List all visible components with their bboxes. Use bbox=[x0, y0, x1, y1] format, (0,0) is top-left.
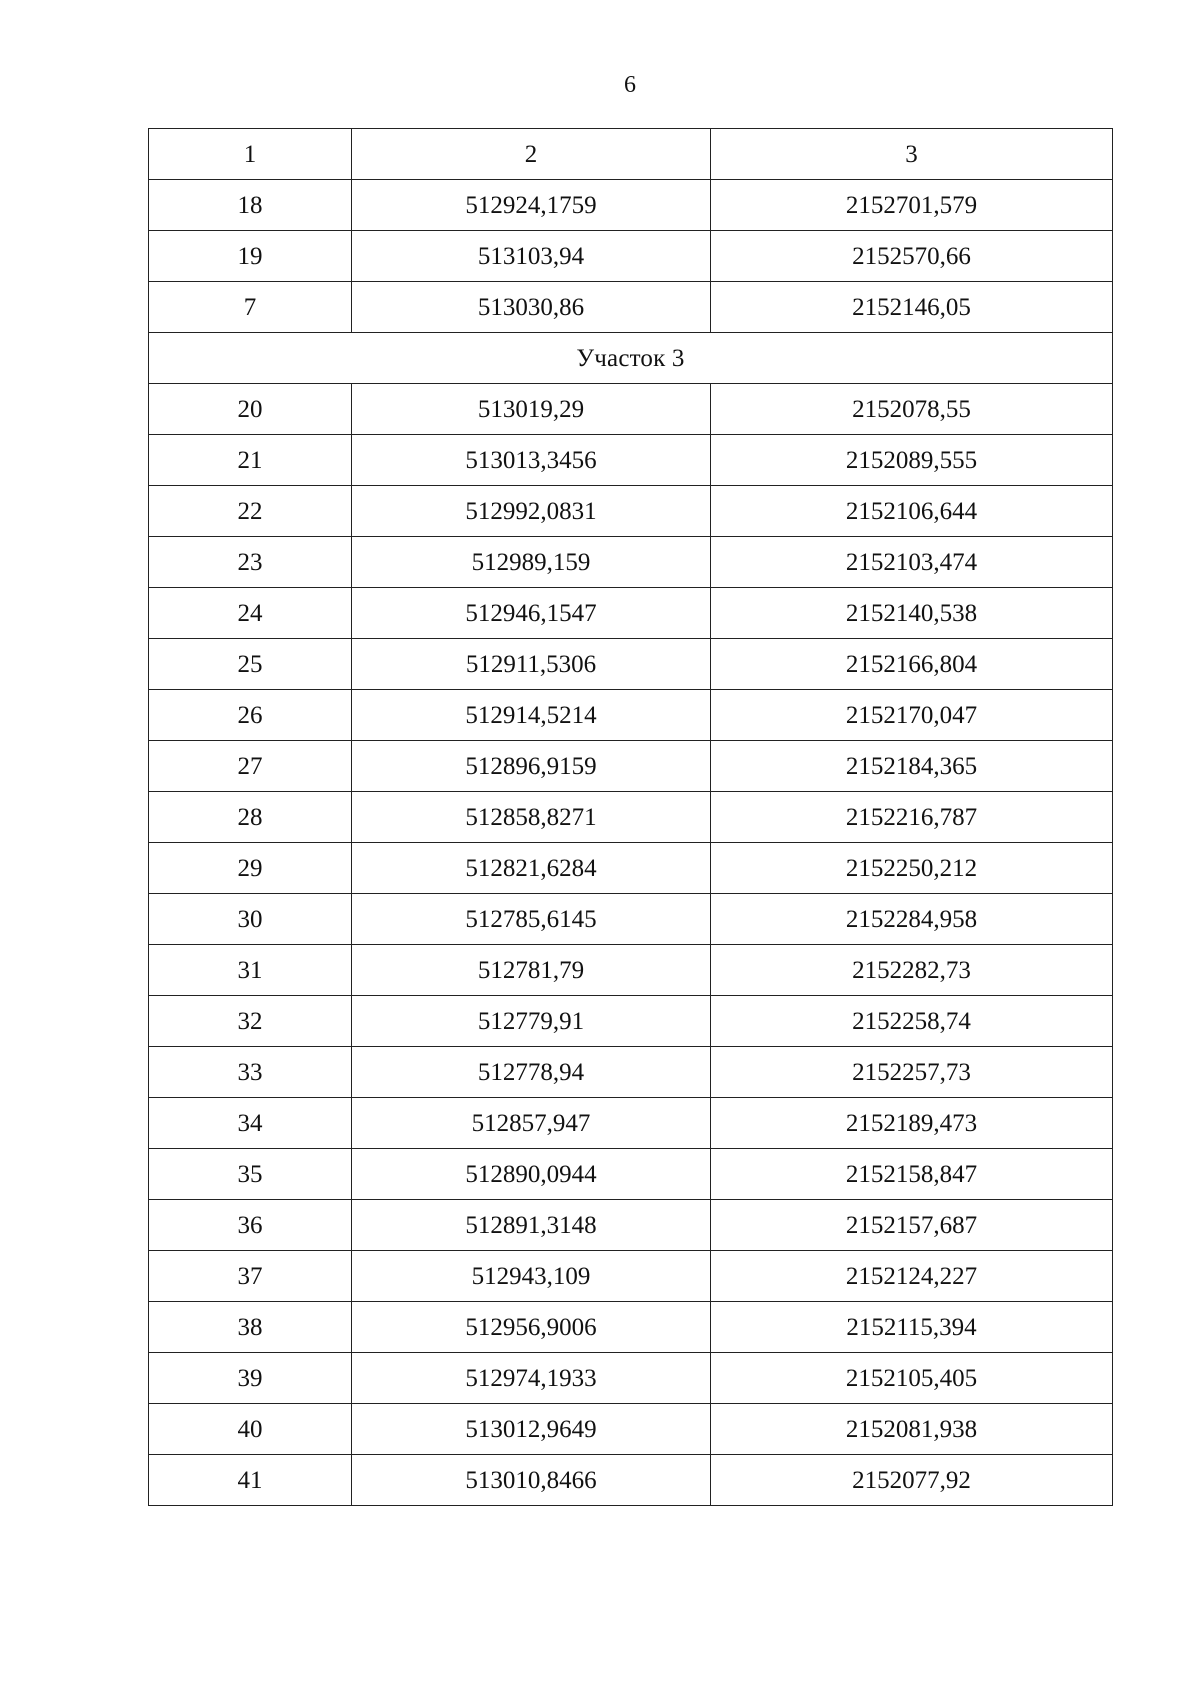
point-number-cell: 21 bbox=[149, 435, 352, 486]
x-coordinate-cell: 513103,94 bbox=[352, 231, 711, 282]
table-row bbox=[149, 1404, 1113, 1455]
point-number-cell: 18 bbox=[149, 180, 352, 231]
table-row bbox=[149, 843, 1113, 894]
table-row bbox=[149, 282, 1113, 333]
point-number-cell: 30 bbox=[149, 894, 352, 945]
y-coordinate-cell: 2152166,804 bbox=[711, 639, 1113, 690]
table-row bbox=[149, 231, 1113, 282]
y-coordinate-cell: 2152140,538 bbox=[711, 588, 1113, 639]
table-row bbox=[149, 639, 1113, 690]
section-row bbox=[149, 333, 1113, 384]
y-coordinate-cell: 2152570,66 bbox=[711, 231, 1113, 282]
header-cell-y: 3 bbox=[711, 129, 1113, 180]
point-number-cell: 31 bbox=[149, 945, 352, 996]
y-coordinate-cell: 2152250,212 bbox=[711, 843, 1113, 894]
table-row bbox=[149, 1251, 1113, 1302]
table-row bbox=[149, 1149, 1113, 1200]
y-coordinate-cell: 2152146,05 bbox=[711, 282, 1113, 333]
x-coordinate-cell: 513010,8466 bbox=[352, 1455, 711, 1506]
y-coordinate-cell: 2152105,405 bbox=[711, 1353, 1113, 1404]
table-row bbox=[149, 1200, 1113, 1251]
y-coordinate-cell: 2152158,847 bbox=[711, 1149, 1113, 1200]
table-row bbox=[149, 1098, 1113, 1149]
x-coordinate-cell: 512956,9006 bbox=[352, 1302, 711, 1353]
y-coordinate-cell: 2152124,227 bbox=[711, 1251, 1113, 1302]
point-number-cell: 29 bbox=[149, 843, 352, 894]
x-coordinate-cell: 513019,29 bbox=[352, 384, 711, 435]
point-number-cell: 19 bbox=[149, 231, 352, 282]
page-number: 6 bbox=[624, 72, 636, 98]
x-coordinate-cell: 512779,91 bbox=[352, 996, 711, 1047]
x-coordinate-cell: 512924,1759 bbox=[352, 180, 711, 231]
table-row bbox=[149, 945, 1113, 996]
header-cell-x: 2 bbox=[352, 129, 711, 180]
x-coordinate-cell: 512896,9159 bbox=[352, 741, 711, 792]
point-number-cell: 7 bbox=[149, 282, 352, 333]
coordinates-table bbox=[148, 128, 1113, 1506]
point-number-cell: 34 bbox=[149, 1098, 352, 1149]
y-coordinate-cell: 2152184,365 bbox=[711, 741, 1113, 792]
x-coordinate-cell: 512778,94 bbox=[352, 1047, 711, 1098]
x-coordinate-cell: 512911,5306 bbox=[352, 639, 711, 690]
table-row bbox=[149, 486, 1113, 537]
point-number-cell: 24 bbox=[149, 588, 352, 639]
x-coordinate-cell: 512946,1547 bbox=[352, 588, 711, 639]
point-number-cell: 23 bbox=[149, 537, 352, 588]
x-coordinate-cell: 512992,0831 bbox=[352, 486, 711, 537]
y-coordinate-cell: 2152103,474 bbox=[711, 537, 1113, 588]
table-row bbox=[149, 384, 1113, 435]
y-coordinate-cell: 2152216,787 bbox=[711, 792, 1113, 843]
point-number-cell: 39 bbox=[149, 1353, 352, 1404]
table-body bbox=[149, 129, 1113, 1506]
y-coordinate-cell: 2152170,047 bbox=[711, 690, 1113, 741]
x-coordinate-cell: 512891,3148 bbox=[352, 1200, 711, 1251]
x-coordinate-cell: 513012,9649 bbox=[352, 1404, 711, 1455]
x-coordinate-cell: 512914,5214 bbox=[352, 690, 711, 741]
x-coordinate-cell: 513030,86 bbox=[352, 282, 711, 333]
x-coordinate-cell: 513013,3456 bbox=[352, 435, 711, 486]
table-row bbox=[149, 1455, 1113, 1506]
section-title: Участок 3 bbox=[149, 333, 1113, 384]
table-row bbox=[149, 894, 1113, 945]
y-coordinate-cell: 2152106,644 bbox=[711, 486, 1113, 537]
point-number-cell: 25 bbox=[149, 639, 352, 690]
y-coordinate-cell: 2152077,92 bbox=[711, 1455, 1113, 1506]
table-row bbox=[149, 1353, 1113, 1404]
table-row bbox=[149, 435, 1113, 486]
y-coordinate-cell: 2152078,55 bbox=[711, 384, 1113, 435]
point-number-cell: 33 bbox=[149, 1047, 352, 1098]
point-number-cell: 35 bbox=[149, 1149, 352, 1200]
y-coordinate-cell: 2152257,73 bbox=[711, 1047, 1113, 1098]
point-number-cell: 38 bbox=[149, 1302, 352, 1353]
y-coordinate-cell: 2152282,73 bbox=[711, 945, 1113, 996]
x-coordinate-cell: 512781,79 bbox=[352, 945, 711, 996]
x-coordinate-cell: 512857,947 bbox=[352, 1098, 711, 1149]
point-number-cell: 22 bbox=[149, 486, 352, 537]
table-row bbox=[149, 1047, 1113, 1098]
point-number-cell: 32 bbox=[149, 996, 352, 1047]
point-number-cell: 20 bbox=[149, 384, 352, 435]
table-row bbox=[149, 537, 1113, 588]
x-coordinate-cell: 512943,109 bbox=[352, 1251, 711, 1302]
x-coordinate-cell: 512890,0944 bbox=[352, 1149, 711, 1200]
y-coordinate-cell: 2152089,555 bbox=[711, 435, 1113, 486]
point-number-cell: 36 bbox=[149, 1200, 352, 1251]
table-row bbox=[149, 996, 1113, 1047]
point-number-cell: 26 bbox=[149, 690, 352, 741]
y-coordinate-cell: 2152157,687 bbox=[711, 1200, 1113, 1251]
table-row bbox=[149, 690, 1113, 741]
x-coordinate-cell: 512821,6284 bbox=[352, 843, 711, 894]
table-row bbox=[149, 588, 1113, 639]
table-row bbox=[149, 792, 1113, 843]
x-coordinate-cell: 512785,6145 bbox=[352, 894, 711, 945]
y-coordinate-cell: 2152701,579 bbox=[711, 180, 1113, 231]
point-number-cell: 37 bbox=[149, 1251, 352, 1302]
x-coordinate-cell: 512989,159 bbox=[352, 537, 711, 588]
y-coordinate-cell: 2152081,938 bbox=[711, 1404, 1113, 1455]
x-coordinate-cell: 512858,8271 bbox=[352, 792, 711, 843]
header-cell-point: 1 bbox=[149, 129, 352, 180]
y-coordinate-cell: 2152189,473 bbox=[711, 1098, 1113, 1149]
y-coordinate-cell: 2152115,394 bbox=[711, 1302, 1113, 1353]
y-coordinate-cell: 2152284,958 bbox=[711, 894, 1113, 945]
point-number-cell: 28 bbox=[149, 792, 352, 843]
table-row bbox=[149, 1302, 1113, 1353]
table-row bbox=[149, 180, 1113, 231]
x-coordinate-cell: 512974,1933 bbox=[352, 1353, 711, 1404]
point-number-cell: 41 bbox=[149, 1455, 352, 1506]
point-number-cell: 40 bbox=[149, 1404, 352, 1455]
table-header-row bbox=[149, 129, 1113, 180]
table-row bbox=[149, 741, 1113, 792]
y-coordinate-cell: 2152258,74 bbox=[711, 996, 1113, 1047]
point-number-cell: 27 bbox=[149, 741, 352, 792]
